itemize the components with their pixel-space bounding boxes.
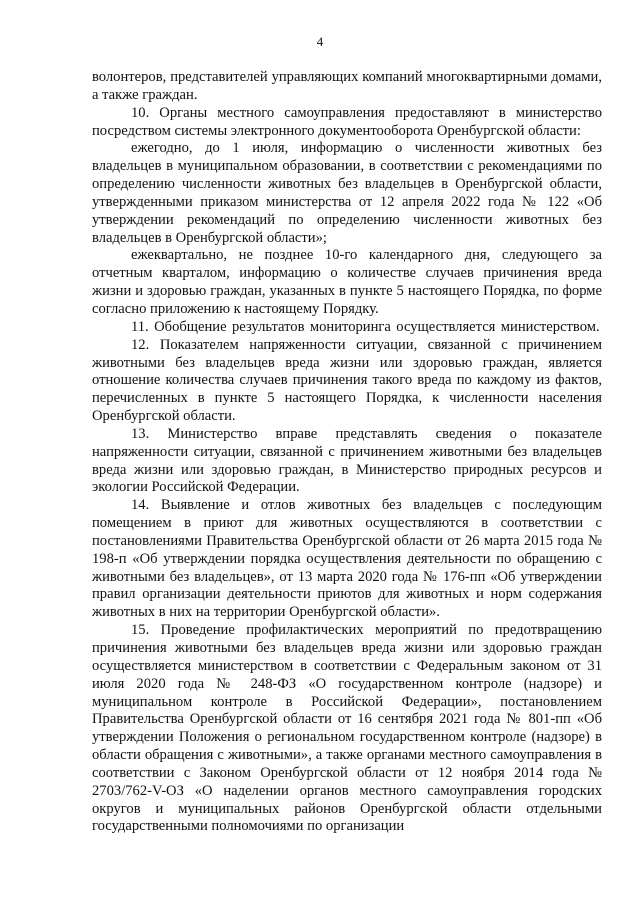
paragraph-10: 10. Органы местного самоуправления предоставляют в министерство посредством системы электронного документооборота Оренбургской области: (92, 104, 602, 139)
document-body (92, 69, 602, 836)
paragraph-continuation: волонтеров, представителей управляющих компаний многоквартирными домами, а также граждан. (92, 69, 602, 103)
paragraph-10-quarterly: ежеквартально, не позднее 10-го календарного дня, следующего за отчетным кварталом, информацию о количестве случаев причинения вреда жизни и здоровью граждан, указанных в пункте 5 настоящего Порядка, по форме согласно приложению к настоящему Порядку. (92, 247, 602, 317)
page-number: 4 (316, 34, 324, 49)
paragraph-14: 14. Выявление и отлов животных без владельцев с последующим помещением в приют для животных осуществляются в соответствии с постановлениями Правительства Оренбургской области от 26 марта 2015 года № 198-п «Об утверждении порядка осуществления деятельности по обращению с животными без владельцев», от 13 марта 2020 года № 176-пп «Об утверждении правил организации деятельности приютов для животных и норм содержания животных в них на территории Оренбургской области». (92, 497, 602, 621)
paragraph-11: 11. Обобщение результатов мониторинга осуществляется министерством. (131, 318, 600, 335)
paragraph-15: 15. Проведение профилактических мероприятий по предотвращению причинения животными без владельцев вреда жизни или здоровью граждан осуществляется министерством в соответствии с Федеральным законом от 31 июля 2020 года № 248-ФЗ «О государственном контроле (надзоре) и муниципальном контроле в Российской Федерации», постановлением Правительства Оренбургской области от 16 сентября 2021 года № 801-пп «Об утверждении Положения о региональном государственном контроле (надзоре) в области обращения с животными», а также органами местного самоуправления в соответствии с Законом Оренбургской области от 12 ноября 2014 года № 2703/762-V-ОЗ «О наделении органов местного самоуправления городских округов и муниципальных районов Оренбургской области отдельными государственными полномочиями по организации (92, 622, 602, 835)
paragraph-13: 13. Министерство вправе представлять сведения о показателе напряженности ситуации, связанной с причинением животными без владельцев вреда жизни или здоровью граждан, в Министерство природных ресурсов и экологии Российской Федерации. (92, 425, 602, 496)
paragraph-12: 12. Показателем напряженности ситуации, связанной с причинением животными без владельцев вреда жизни или здоровью граждан, является отношение количества случаев причинения такого вреда по каждому из фактов, перечисленных в пункте 5 настоящего Порядка, к численности населения Оренбургской области. (92, 336, 602, 425)
paragraph-10-annual: ежегодно, до 1 июля, информацию о численности животных без владельцев в муниципальном образовании, в соответствии с рекомендациями по определению численности животных без владельцев в Оренбургской области, утвержденными приказом министерства от 12 апреля 2022 года № 122 «Об утверждении рекомендаций по определению численности животных без владельцев в Оренбургской области»; (92, 140, 602, 246)
